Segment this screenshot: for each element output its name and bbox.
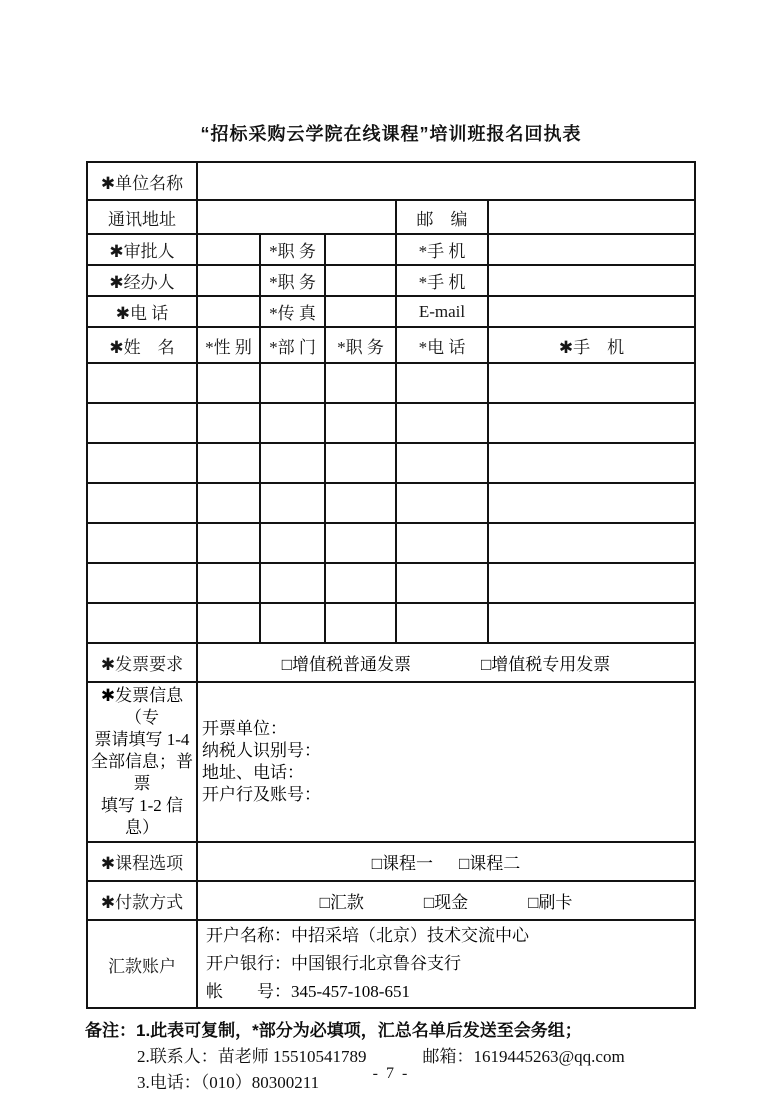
attendee-input-cell[interactable] (325, 563, 396, 603)
card-checkbox[interactable]: □刷卡 (528, 893, 573, 912)
attendee-input-cell[interactable] (488, 403, 695, 443)
attendee-input-cell[interactable] (260, 523, 325, 563)
unit-name-input[interactable] (197, 162, 695, 200)
attendee-col-phone: *电 话 (396, 327, 488, 363)
row-handler (87, 265, 695, 296)
attendee-input-cell[interactable] (396, 403, 488, 443)
address-input[interactable] (197, 200, 396, 234)
invoice-info-label-line: 票请填写 1-4 (94, 730, 190, 749)
attendee-input-cell[interactable] (197, 523, 260, 563)
approver-input[interactable] (197, 234, 260, 265)
approver-mobile-input[interactable] (488, 234, 695, 265)
attendee-input-cell[interactable] (396, 563, 488, 603)
unit-name-label: ✱单位名称 (87, 162, 197, 200)
attendee-input-cell[interactable] (87, 483, 197, 523)
email-label: E-mail (396, 296, 488, 327)
invoice-requirement-label: ✱发票要求 (87, 643, 197, 682)
invoice-taxid-field[interactable]: 纳税人识别号： (201, 741, 321, 760)
invoice-company-field[interactable]: 开票单位： (201, 719, 287, 738)
course-1-checkbox[interactable]: □课程一 (371, 854, 433, 873)
attendee-input-cell[interactable] (197, 403, 260, 443)
attendee-input-cell[interactable] (488, 523, 695, 563)
attendee-input-cell[interactable] (325, 403, 396, 443)
notes-line-1 (85, 1018, 697, 1044)
vat-general-checkbox[interactable]: □增值税普通发票 (281, 655, 411, 674)
attendee-input-cell[interactable] (488, 443, 695, 483)
attendee-input-cell[interactable] (87, 443, 197, 483)
attendee-input-cell[interactable] (87, 363, 197, 403)
attendee-input-cell[interactable] (197, 483, 260, 523)
row-phone-fax-email (87, 296, 695, 327)
notes-email-text: 邮箱：1619445263@qq.com (422, 1047, 625, 1066)
attendee-input-cell[interactable] (197, 563, 260, 603)
attendee-input-cell[interactable] (325, 363, 396, 403)
row-invoice-requirement (87, 643, 695, 682)
address-label: 通讯地址 (87, 200, 197, 234)
attendee-input-cell[interactable] (87, 523, 197, 563)
remittance-account-details (197, 920, 695, 1008)
row-approver (87, 234, 695, 265)
attendee-row (87, 563, 695, 603)
attendee-input-cell[interactable] (325, 603, 396, 643)
attendee-input-cell[interactable] (260, 483, 325, 523)
approver-title-input[interactable] (325, 234, 396, 265)
remittance-account-label: 汇款账户 (87, 920, 197, 1008)
notes-line-1-text: 1.此表可复制，*部分为必填项，汇总名单后发送至会务组； (136, 1021, 582, 1040)
course-options (197, 842, 695, 881)
handler-title-label: *职 务 (260, 265, 325, 296)
attendee-input-cell[interactable] (260, 443, 325, 483)
course-options-label: ✱课程选项 (87, 842, 197, 881)
account-number-line: 帐 号：345-457-108-651 (205, 982, 410, 1001)
invoice-info-label (87, 682, 197, 842)
invoice-info-label-line: ✱发票信息（专 (100, 686, 184, 727)
attendee-row (87, 363, 695, 403)
row-unit-name (87, 162, 695, 200)
row-invoice-info (87, 682, 695, 842)
row-remittance-account (87, 920, 695, 1008)
page-number: - 7 - (372, 1065, 410, 1082)
invoice-info-label-line: 填写 1-2 信息） (100, 796, 184, 837)
invoice-address-phone-field[interactable]: 地址、电话： (201, 763, 304, 782)
row-payment-method (87, 881, 695, 920)
attendee-input-cell[interactable] (260, 403, 325, 443)
attendee-input-cell[interactable] (260, 603, 325, 643)
course-2-checkbox[interactable]: □课程二 (458, 854, 521, 873)
attendee-input-cell[interactable] (260, 363, 325, 403)
attendee-col-mobile: ✱手 机 (488, 327, 695, 363)
handler-title-input[interactable] (325, 265, 396, 296)
attendee-input-cell[interactable] (396, 483, 488, 523)
handler-input[interactable] (197, 265, 260, 296)
attendee-input-cell[interactable] (87, 603, 197, 643)
attendee-input-cell[interactable] (396, 603, 488, 643)
attendee-input-cell[interactable] (488, 563, 695, 603)
attendee-input-cell[interactable] (488, 363, 695, 403)
registration-form-table (86, 161, 696, 1009)
attendee-input-cell[interactable] (87, 563, 197, 603)
invoice-info-fields[interactable] (197, 682, 695, 842)
attendee-input-cell[interactable] (197, 443, 260, 483)
attendee-row (87, 403, 695, 443)
invoice-requirement-options (197, 643, 695, 682)
attendee-row (87, 443, 695, 483)
attendee-header-row (87, 327, 695, 363)
attendee-col-department: *部 门 (260, 327, 325, 363)
attendee-col-gender: *性 别 (197, 327, 260, 363)
approver-title-label: *职 务 (260, 234, 325, 265)
notes-section (85, 1018, 697, 1096)
notes-contact-text: 2.联系人：苗老师 15510541789 (137, 1047, 367, 1066)
row-address (87, 200, 695, 234)
row-course-options (87, 842, 695, 881)
approver-label: ✱审批人 (87, 234, 197, 265)
attendee-input-cell[interactable] (325, 483, 396, 523)
payment-options (197, 881, 695, 920)
invoice-info-label-line: 全部信息；普票 (90, 752, 193, 793)
attendee-input-cell[interactable] (197, 363, 260, 403)
handler-label: ✱经办人 (87, 265, 197, 296)
phone-label: ✱电 话 (87, 296, 197, 327)
attendee-input-cell[interactable] (197, 603, 260, 643)
cash-checkbox[interactable]: □现金 (423, 893, 469, 912)
attendee-input-cell[interactable] (396, 523, 488, 563)
notes-label: 备注： (85, 1021, 136, 1040)
account-name-line: 开户名称：中招采培（北京）技术交流中心 (205, 926, 529, 945)
attendee-input-cell[interactable] (260, 563, 325, 603)
handler-mobile-label: *手 机 (396, 265, 488, 296)
remittance-checkbox[interactable]: □汇款 (319, 893, 364, 912)
vat-special-checkbox[interactable]: □增值税专用发票 (480, 655, 611, 674)
email-input[interactable] (488, 296, 695, 327)
attendee-input-cell[interactable] (488, 483, 695, 523)
attendee-col-title: *职 务 (325, 327, 396, 363)
postcode-label: 邮 编 (396, 200, 488, 234)
account-bank-line: 开户银行：中国银行北京鲁谷支行 (205, 954, 461, 973)
page-title: “招标采购云学院在线课程”培训班报名回执表 (200, 124, 582, 144)
notes-line-3: 3.电话：（010）80300211 (137, 1073, 320, 1092)
fax-input[interactable] (325, 296, 396, 327)
attendee-input-cell[interactable] (325, 443, 396, 483)
attendee-row (87, 483, 695, 523)
attendee-row (87, 603, 695, 643)
attendee-row (87, 523, 695, 563)
attendee-input-cell[interactable] (396, 363, 488, 403)
attendee-input-cell[interactable] (87, 403, 197, 443)
handler-mobile-input[interactable] (488, 265, 695, 296)
attendee-input-cell[interactable] (488, 603, 695, 643)
payment-method-label: ✱付款方式 (87, 881, 197, 920)
invoice-bank-account-field[interactable]: 开户行及账号： (201, 785, 321, 804)
postcode-input[interactable] (488, 200, 695, 234)
approver-mobile-label: *手 机 (396, 234, 488, 265)
attendee-input-cell[interactable] (396, 443, 488, 483)
fax-label: *传 真 (260, 296, 325, 327)
phone-input[interactable] (197, 296, 260, 327)
attendee-input-cell[interactable] (325, 523, 396, 563)
attendee-col-name: ✱姓 名 (87, 327, 197, 363)
